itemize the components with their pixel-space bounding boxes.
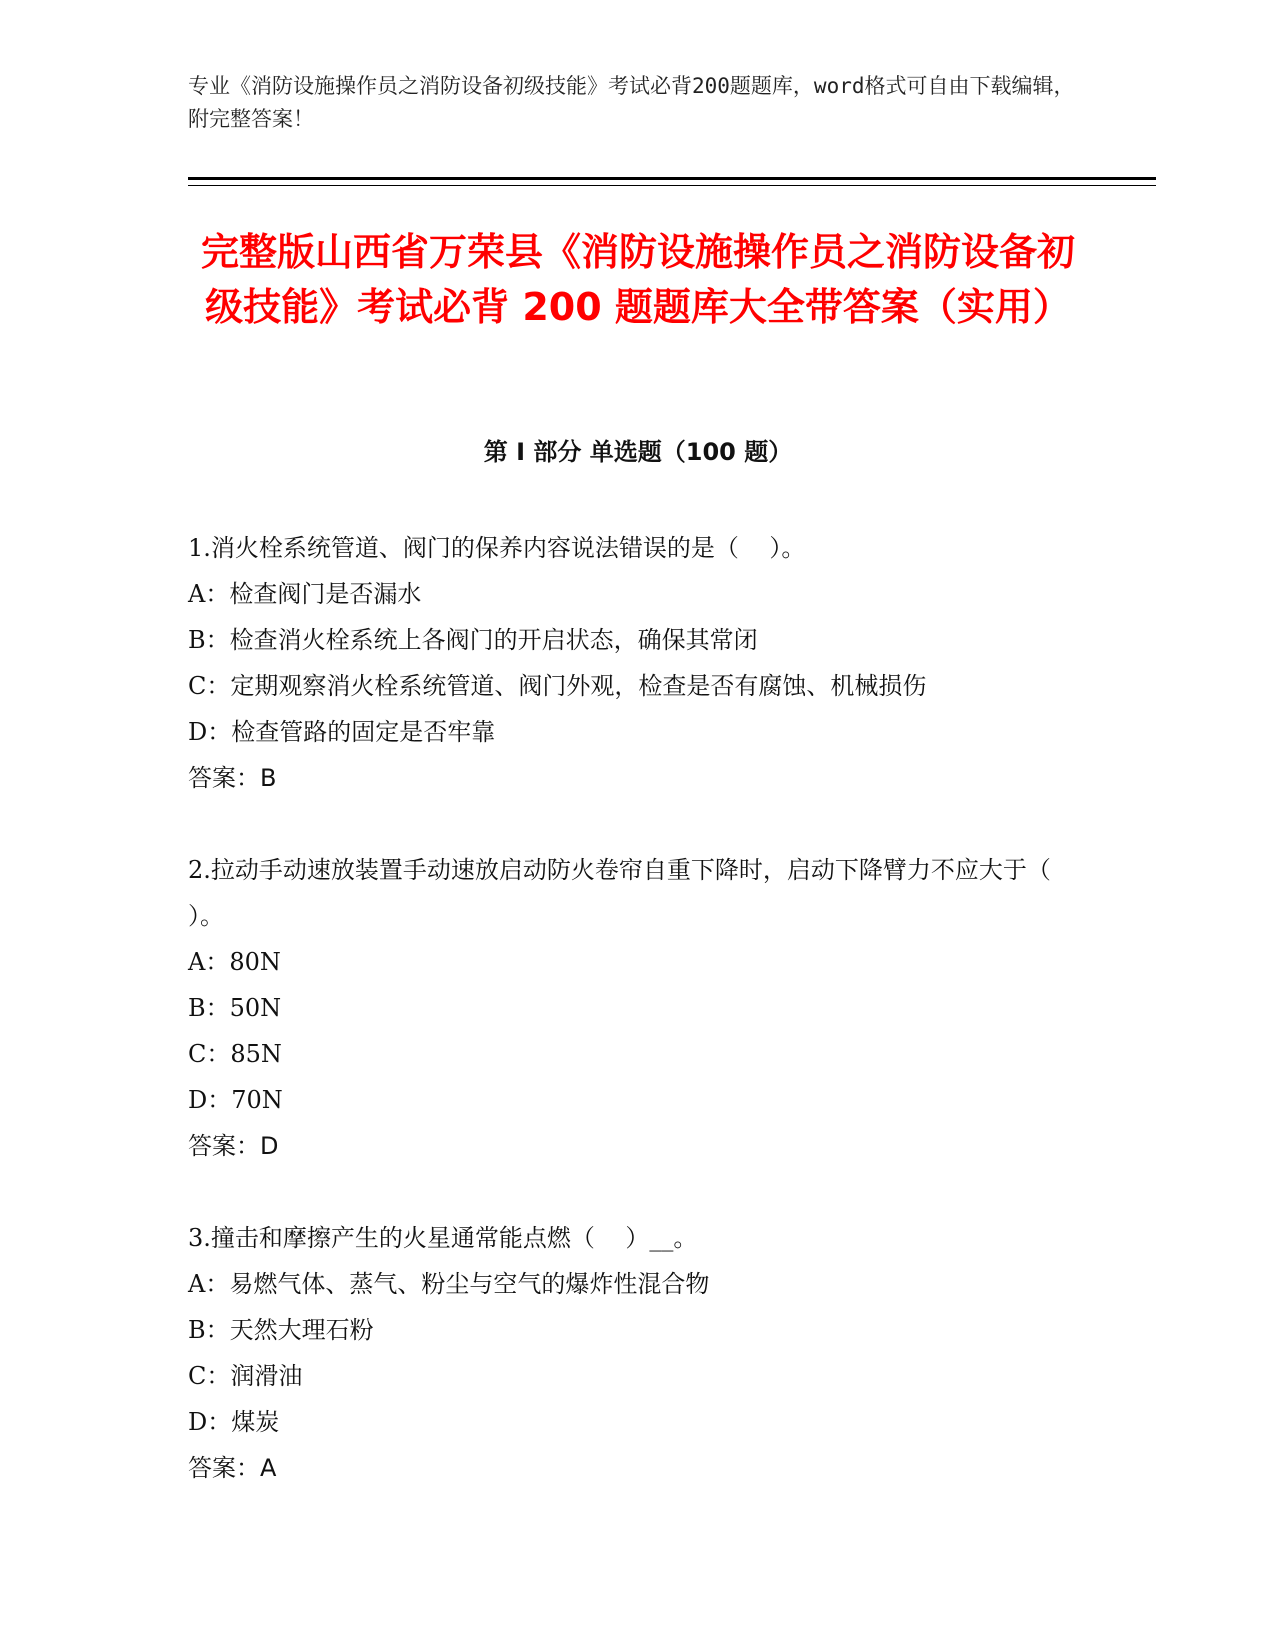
answer: 答案：A xyxy=(188,1454,277,1482)
question-2 xyxy=(188,847,1088,1169)
header-note: 专业《消防设施操作员之消防设备初级技能》考试必背200题题库，word格式可自由下载编辑，附完整答案！ xyxy=(188,74,1075,131)
question-3 xyxy=(188,1215,1088,1491)
question-stem: 2.拉动手动速放装置手动速放启动防火卷帘自重下降时，启动下降臂力不应大于（ ）。 xyxy=(188,856,1082,930)
header-rule-thick xyxy=(188,177,1156,180)
option-c: C：定期观察消火栓系统管道、阀门外观，检查是否有腐蚀、机械损伤 xyxy=(188,672,927,700)
option-d: D：煤炭 xyxy=(188,1408,280,1436)
answer: 答案：B xyxy=(188,764,277,792)
option-b: B：检查消火栓系统上各阀门的开启状态，确保其常闭 xyxy=(188,626,758,654)
option-c: C：85N xyxy=(188,1040,282,1068)
section-heading: 第 I 部分 单选题（100 题） xyxy=(483,438,793,466)
option-c: C：润滑油 xyxy=(188,1362,303,1390)
question-stem: 3.撞击和摩擦产生的火星通常能点燃（ ）__。 xyxy=(188,1224,698,1252)
question-stem: 1.消火栓系统管道、阀门的保养内容说法错误的是（ ）。 xyxy=(188,534,806,562)
option-d: D：70N xyxy=(188,1086,283,1114)
option-a: A：易燃气体、蒸气、粉尘与空气的爆炸性混合物 xyxy=(188,1270,710,1298)
option-a: A：检查阀门是否漏水 xyxy=(188,580,422,608)
option-b: B：50N xyxy=(188,994,282,1022)
question-1 xyxy=(188,525,1088,801)
option-d: D：检查管路的固定是否牢靠 xyxy=(188,718,496,746)
option-a: A：80N xyxy=(188,948,281,976)
document-title: 完整版山西省万荣县《消防设施操作员之消防设备初级技能》考试必背 200 题题库大全带答案（实用） xyxy=(200,230,1075,329)
header-rule-thin xyxy=(188,185,1156,186)
question-list xyxy=(188,525,1088,1491)
option-b: B：天然大理石粉 xyxy=(188,1316,374,1344)
answer: 答案：D xyxy=(188,1132,279,1160)
